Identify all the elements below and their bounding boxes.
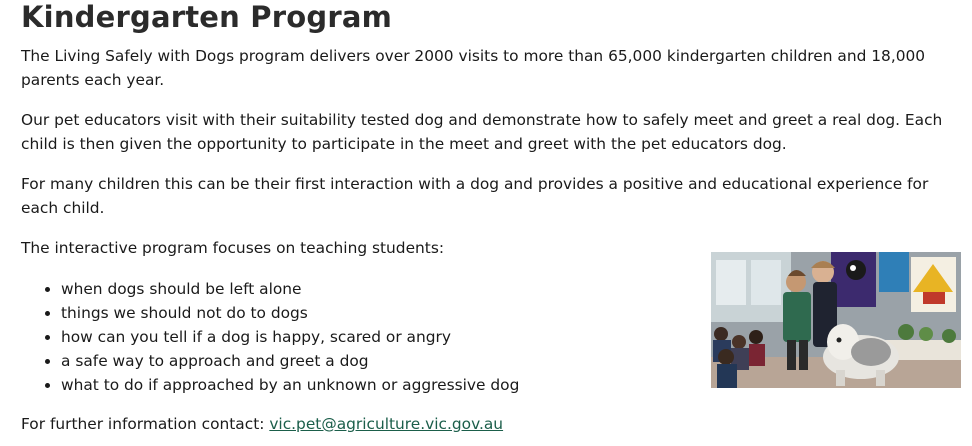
experience-paragraph: For many children this can be their first interaction with a dog and provides a positive and educational experience for each child.	[21, 175, 929, 217]
intro-paragraph: The Living Safely with Dogs program delivers over 2000 visits to more than 65,000 kindergarten children and 18,000 parents each year.	[21, 47, 926, 89]
classroom-dog-photo	[711, 252, 961, 388]
list-item: • things we should not do to dogs	[61, 301, 519, 325]
list-item: • when dogs should be left alone	[61, 277, 519, 301]
contact-email-link[interactable]: vic.pet@agriculture.vic.gov.au	[269, 415, 504, 433]
contact-line	[21, 412, 503, 436]
educators-paragraph: Our pet educators visit with their suitability tested dog and demonstrate how to safely meet and greet a real dog. Each child is then given the opportunity to participate in the meet and greet with the pet educators dog.	[21, 111, 943, 153]
focus-paragraph: The interactive program focuses on teaching students:	[21, 239, 445, 257]
contact-label: For further information contact:	[21, 415, 270, 433]
topics-list	[21, 277, 519, 397]
list-item: • how can you tell if a dog is happy, scared or angry	[61, 325, 519, 349]
page-title: Kindergarten Program	[21, 0, 393, 34]
list-item: • what to do if approached by an unknown or aggressive dog	[61, 373, 519, 397]
list-item: • a safe way to approach and greet a dog	[61, 349, 519, 373]
